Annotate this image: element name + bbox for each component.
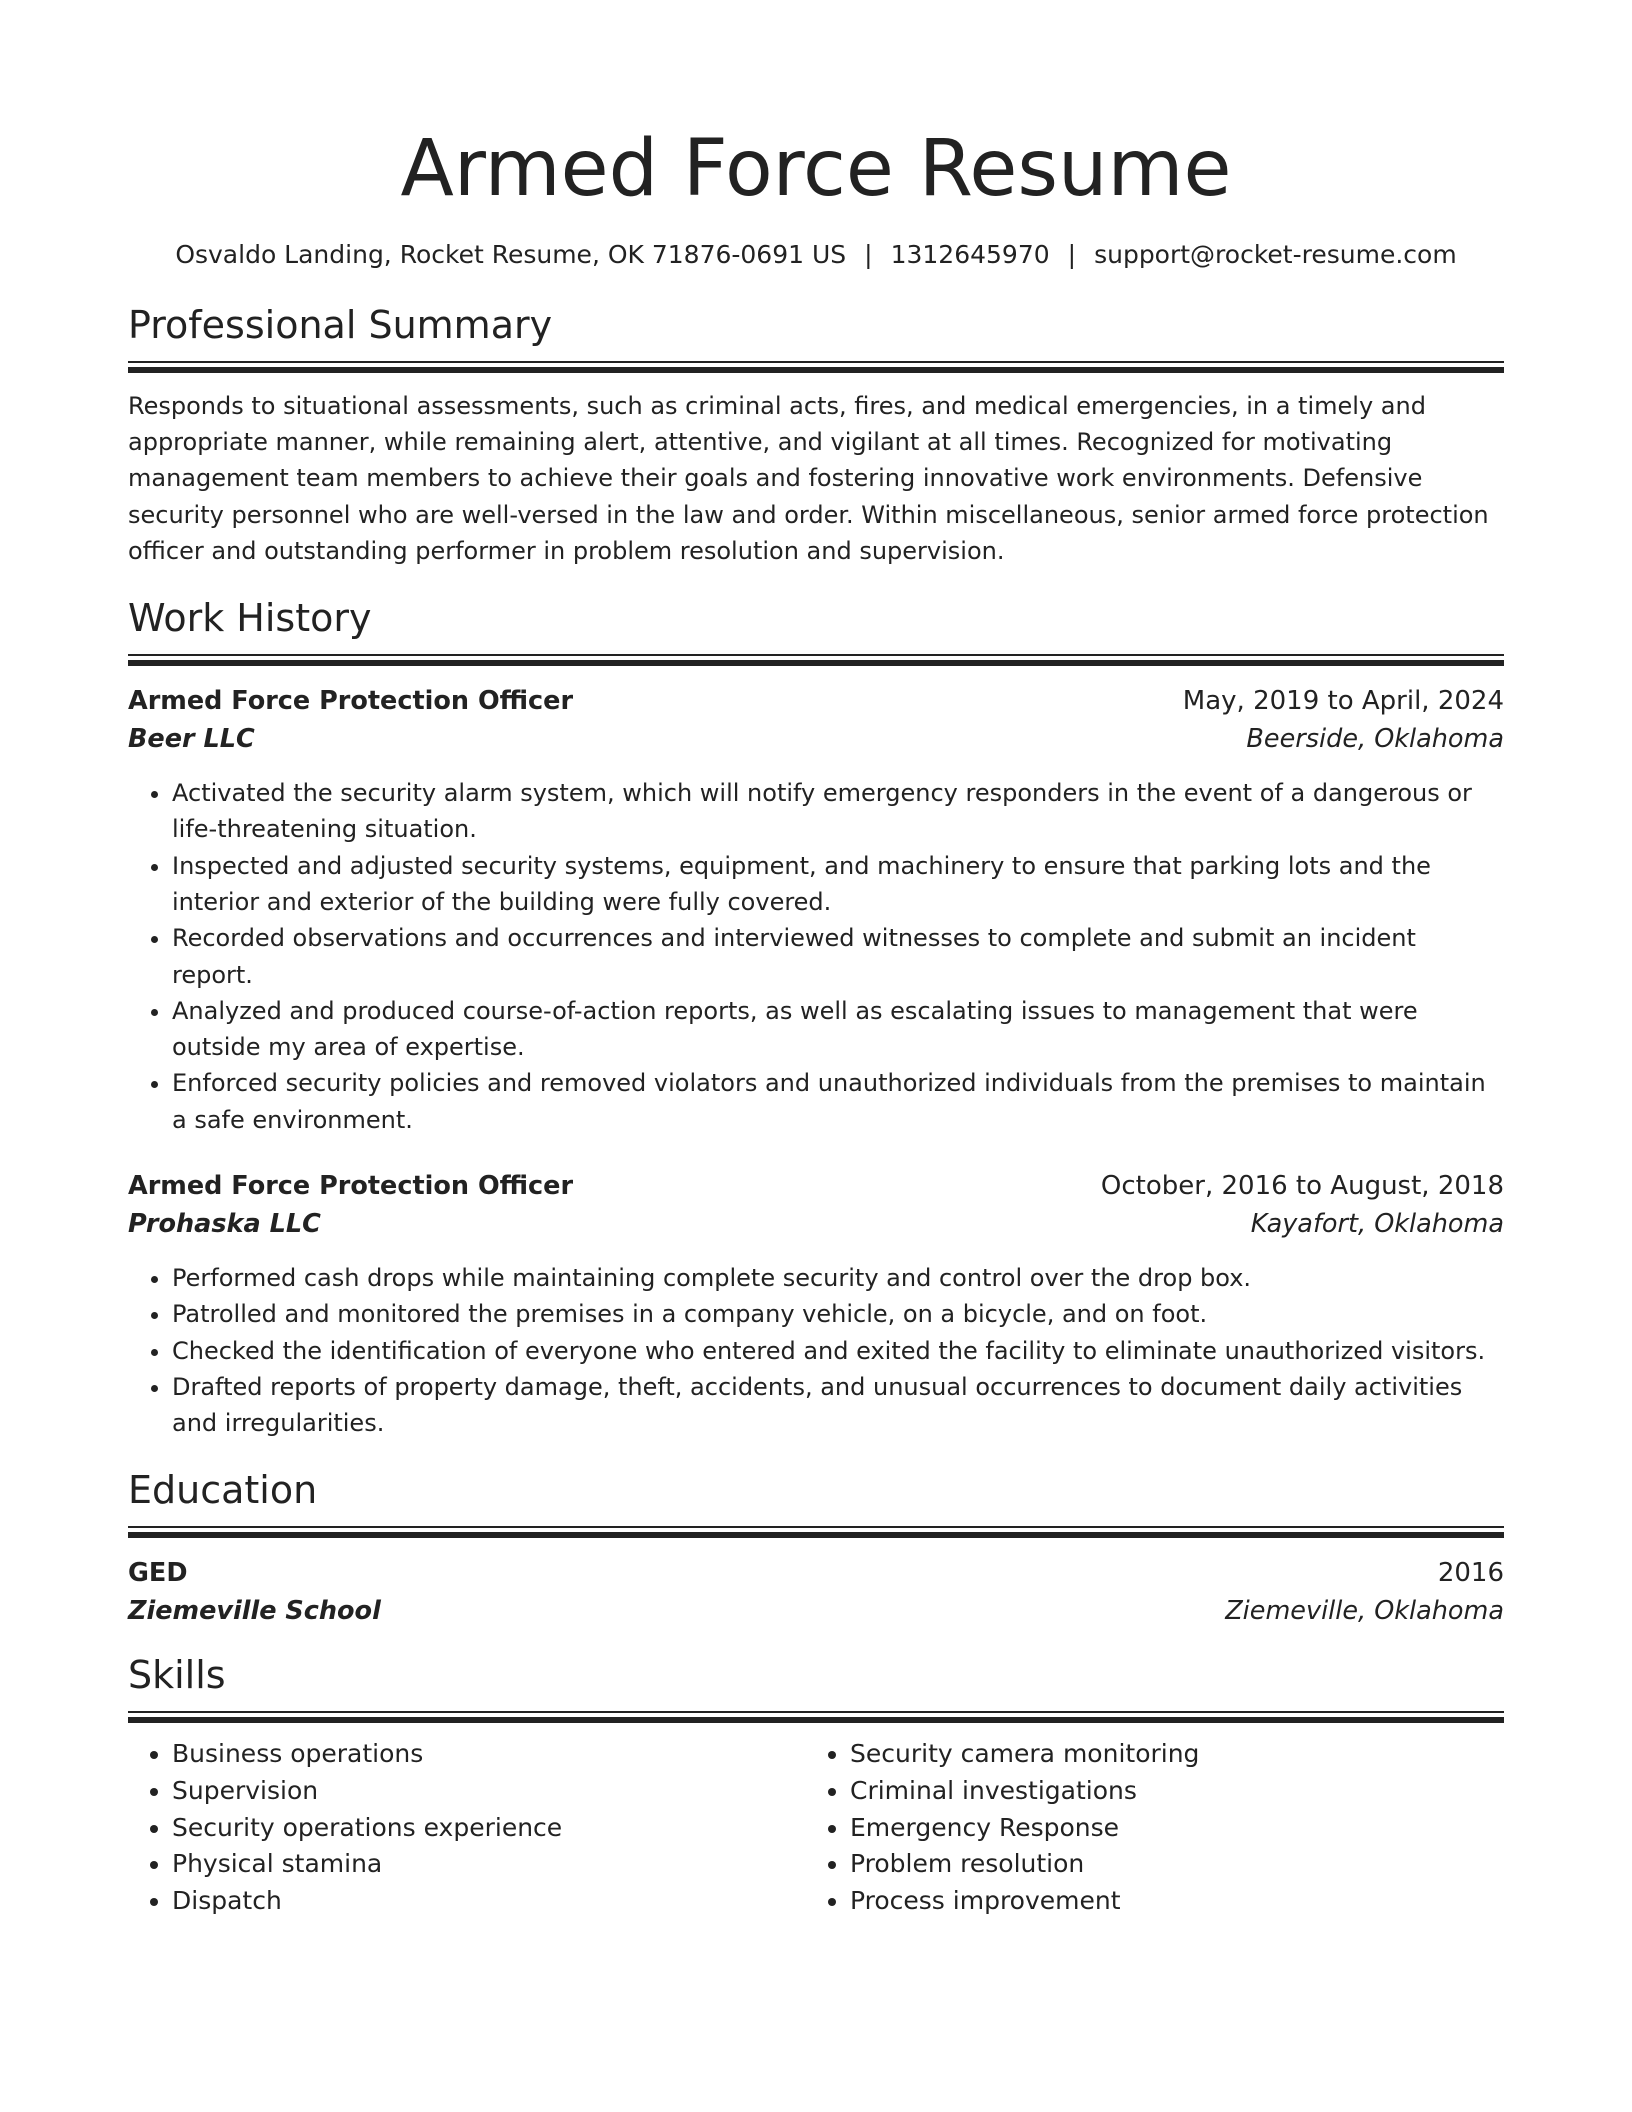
section-heading-summary: Professional Summary	[128, 303, 553, 347]
skill-item: • Business operations	[172, 1736, 806, 1773]
skill-item: • Criminal investigations	[850, 1773, 1484, 1810]
skills-columns	[128, 1736, 1504, 1919]
skills-list-right	[806, 1736, 1484, 1919]
job-bullet: • Drafted reports of property damage, theft, accidents, and unusual occurrences to document daily activities and irregularities.	[172, 1369, 1504, 1442]
job-company: Prohaska LLC	[128, 1208, 321, 1239]
education-year: 2016	[1437, 1558, 1504, 1589]
section-divider	[128, 654, 1504, 666]
skill-item: • Security camera monitoring	[850, 1736, 1484, 1773]
job-entry	[128, 1167, 1504, 1441]
job-bullet: • Performed cash drops while maintaining complete security and control over the drop box.	[172, 1260, 1504, 1296]
contact-line	[128, 238, 1504, 272]
section-heading-education: Education	[128, 1468, 318, 1513]
job-entry	[128, 682, 1504, 1138]
section-heading-work-history: Work History	[128, 596, 372, 641]
job-bullet: • Enforced security policies and removed violators and unauthorized individuals from the premises to maintain a safe environment.	[172, 1065, 1504, 1138]
work-history-section	[128, 593, 1504, 1441]
job-bullet: • Activated the security alarm system, which will notify emergency responders in the event of a dangerous or life-threatening situation.	[172, 775, 1504, 848]
resume-page	[128, 0, 1504, 1919]
education-section	[128, 1465, 1504, 1630]
summary-section	[128, 300, 1504, 569]
education-entry	[128, 1554, 1504, 1630]
contact-phone: 1312645970	[890, 240, 1050, 269]
job-company: Beer LLC	[128, 724, 255, 755]
job-bullets	[128, 1260, 1504, 1441]
job-dates: May, 2019 to April, 2024	[1182, 686, 1504, 717]
summary-text: Responds to situational assessments, such as criminal acts, fires, and medical emergencies, in a timely and appropriate manner, while remaining alert, attentive, and vigilant at all times. Recognized for motivating management team members to achieve their goals and fostering innovative work environments. Defensive security personnel who are well-versed in the law and order. Within miscellaneous, senior armed force protection officer and outstanding performer in problem resolution and supervision.	[128, 392, 1489, 565]
skill-item: • Problem resolution	[850, 1846, 1484, 1883]
job-title: Armed Force Protection Officer	[128, 1170, 574, 1201]
skill-item: • Security operations experience	[172, 1810, 806, 1847]
skill-item: • Physical stamina	[172, 1846, 806, 1883]
job-location: Kayafort, Oklahoma	[1250, 1208, 1504, 1239]
education-degree: GED	[128, 1558, 188, 1589]
section-divider	[128, 361, 1504, 373]
section-divider	[128, 1526, 1504, 1538]
education-location: Ziemeville, Oklahoma	[1225, 1596, 1504, 1627]
education-school: Ziemeville School	[128, 1596, 381, 1627]
job-bullets	[128, 775, 1504, 1138]
job-bullet: • Inspected and adjusted security systems, equipment, and machinery to ensure that parking lots and the interior and exterior of the building were fully covered.	[172, 848, 1504, 921]
skill-item: • Emergency Response	[850, 1810, 1484, 1847]
resume-title: Armed Force Resume	[400, 124, 1232, 214]
contact-address: Osvaldo Landing, Rocket Resume, OK 71876-0691 US	[175, 240, 847, 269]
skill-item: • Process improvement	[850, 1883, 1484, 1920]
job-title: Armed Force Protection Officer	[128, 686, 574, 717]
contact-separator: |	[864, 240, 873, 269]
contact-separator: |	[1067, 240, 1077, 269]
section-divider	[128, 1711, 1504, 1723]
skills-section	[128, 1650, 1504, 1919]
contact-email: support@rocket-resume.com	[1094, 240, 1457, 269]
job-dates: October, 2016 to August, 2018	[1100, 1170, 1504, 1201]
job-bullet: • Patrolled and monitored the premises in a company vehicle, on a bicycle, and on foot.	[172, 1296, 1504, 1332]
skill-item: • Dispatch	[172, 1883, 806, 1920]
job-bullet: • Checked the identification of everyone who entered and exited the facility to eliminate unauthorized visitors.	[172, 1333, 1504, 1369]
job-bullet: • Analyzed and produced course-of-action reports, as well as escalating issues to management that were outside my area of expertise.	[172, 993, 1504, 1066]
job-bullet: • Recorded observations and occurrences and interviewed witnesses to complete and submit an incident report.	[172, 920, 1504, 993]
skill-item: • Supervision	[172, 1773, 806, 1810]
section-heading-skills: Skills	[128, 1653, 226, 1698]
skills-list-left	[128, 1736, 806, 1919]
job-location: Beerside, Oklahoma	[1246, 724, 1504, 755]
